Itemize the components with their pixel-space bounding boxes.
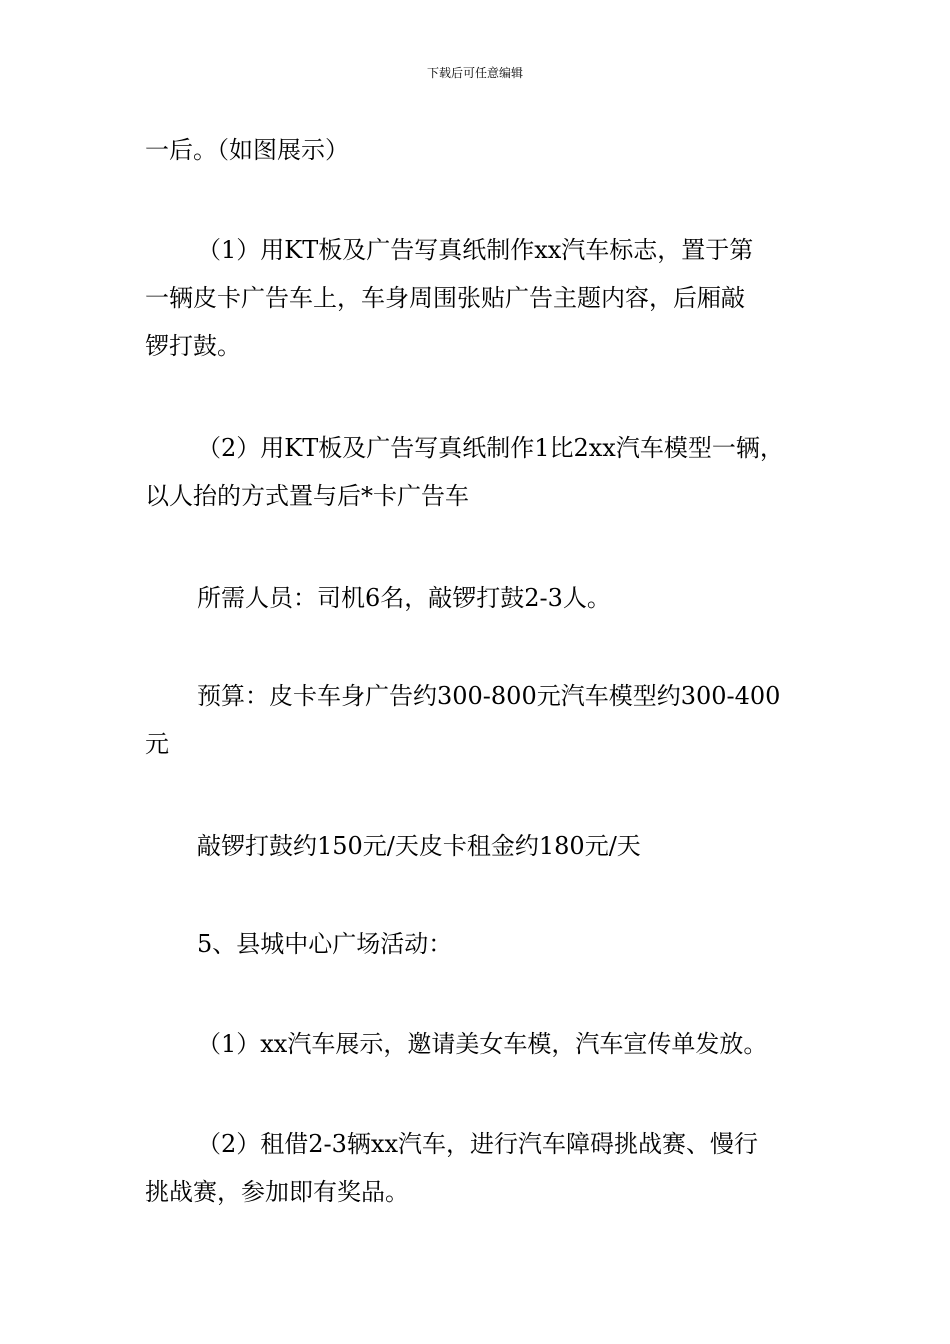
paragraph-line: （2）租借2-3辆xx汽车，进行汽车障碍挑战赛、慢行 xyxy=(197,1130,758,1158)
paragraph-line: 元 xyxy=(145,730,169,758)
paragraph-intro-tail xyxy=(145,126,815,174)
paragraph-line: 5、县城中心广场活动： xyxy=(197,930,453,958)
paragraph-item-1 xyxy=(145,226,815,370)
paragraph-costs xyxy=(145,822,815,870)
paragraph-activity-2 xyxy=(145,1120,815,1216)
page-header-note: 下载后可任意编辑 xyxy=(426,66,523,80)
paragraph-staffing xyxy=(145,574,815,622)
paragraph-line: 以人抬的方式置与后*卡广告车 xyxy=(145,482,469,510)
paragraph-line: （1）xx汽车展示，邀请美女车模，汽车宣传单发放。 xyxy=(197,1030,768,1058)
section-heading-5 xyxy=(145,920,815,968)
paragraph-line: 一辆皮卡广告车上，车身周围张贴广告主题内容，后厢敲 xyxy=(145,284,745,312)
paragraph-activity-1 xyxy=(145,1020,815,1068)
paragraph-item-2 xyxy=(145,424,815,520)
paragraph-line: （1）用KT板及广告写真纸制作xx汽车标志，置于第 xyxy=(197,236,754,264)
paragraph-line: 敲锣打鼓约150元/天皮卡租金约180元/天 xyxy=(197,832,641,860)
paragraph-line: 锣打鼓。 xyxy=(145,332,241,360)
paragraph-line: 预算：皮卡车身广告约300-800元汽车模型约300-400 xyxy=(197,682,781,710)
paragraph-line: （2）用KT板及广告写真纸制作1比2xx汽车模型一辆， xyxy=(197,434,784,462)
paragraph-line: 所需人员：司机6名，敲锣打鼓2-3人。 xyxy=(197,584,611,612)
paragraph-budget xyxy=(145,672,815,768)
paragraph-line: 一后。（如图展示） xyxy=(145,136,349,164)
paragraph-line: 挑战赛，参加即有奖品。 xyxy=(145,1178,409,1206)
